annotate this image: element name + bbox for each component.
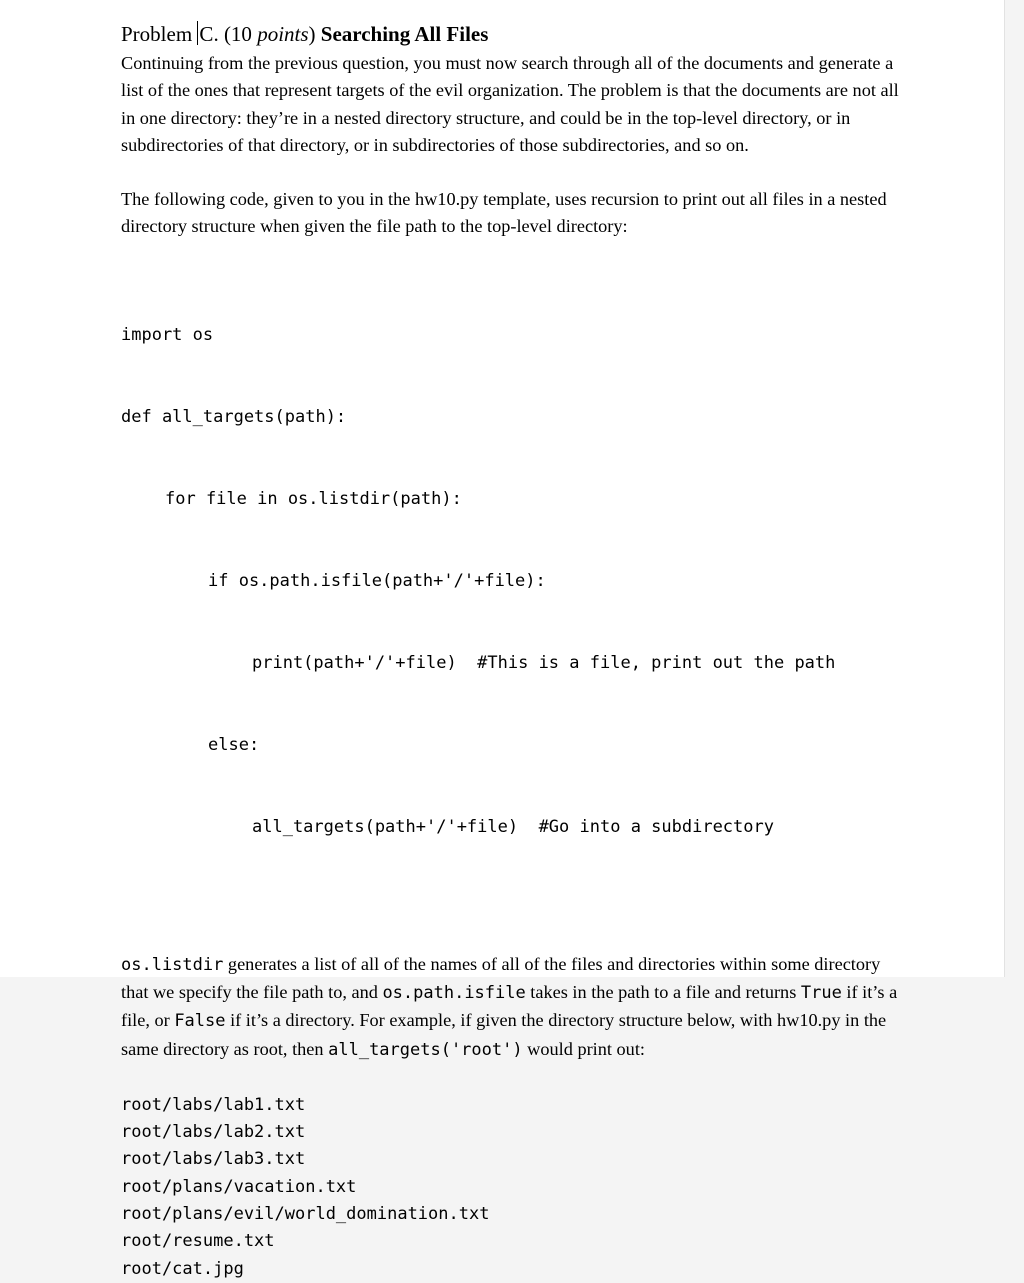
explanation-text: takes in the path to a file and returns bbox=[525, 981, 801, 1002]
explanation-text: if it’s a directory. For example, if given the directory structure below, with hw10.py in the same directory as root, then bbox=[121, 1010, 887, 1059]
explanation-text: if it’s a file, or bbox=[121, 981, 898, 1031]
explanation-paragraph bbox=[121, 951, 911, 1064]
document-content bbox=[121, 18, 911, 1283]
explanation-text: would print out: bbox=[522, 1038, 645, 1059]
isfile-code: os.path.isfile bbox=[382, 982, 526, 1003]
output-listing bbox=[121, 1092, 911, 1283]
problem-label-post: . (10 bbox=[213, 22, 258, 46]
problem-title bbox=[121, 18, 911, 50]
points-word: points bbox=[257, 22, 309, 46]
listdir-code: os.listdir bbox=[121, 954, 224, 975]
code-line: for file in os.listdir(path): bbox=[165, 489, 462, 510]
code-line: def all_targets(path): bbox=[121, 407, 347, 428]
output-line: root/plans/vacation.txt bbox=[121, 1176, 357, 1197]
problem-heading: Searching All Files bbox=[320, 22, 489, 46]
code-line: all_targets(path+'/'+file) #Go into a subdirectory bbox=[252, 816, 774, 837]
code-block bbox=[121, 268, 911, 896]
code-line: print(path+'/'+file) #This is a file, print out the path bbox=[252, 652, 836, 673]
code-line: if os.path.isfile(path+'/'+file): bbox=[208, 571, 546, 592]
false-code: False bbox=[174, 1011, 226, 1032]
code-line: import os bbox=[121, 325, 214, 346]
explanation-text: generates a list of all of the names of all of the files and directories within some directory that we specify the file path to, and bbox=[121, 953, 881, 1002]
call-code: all_targets('root') bbox=[328, 1039, 523, 1060]
output-line: root/labs/lab1.txt bbox=[121, 1094, 306, 1115]
true-code: True bbox=[800, 982, 842, 1003]
problem-label-pre: Problem bbox=[121, 22, 198, 46]
code-line: else: bbox=[208, 734, 260, 755]
output-line: root/resume.txt bbox=[121, 1231, 275, 1252]
problem-letter: C bbox=[199, 22, 214, 46]
output-line: root/plans/evil/world_domination.txt bbox=[121, 1203, 490, 1224]
output-line: root/labs/lab3.txt bbox=[121, 1149, 306, 1170]
output-line: root/labs/lab2.txt bbox=[121, 1122, 306, 1143]
output-line: root/cat.jpg bbox=[121, 1258, 244, 1279]
points-close: ) bbox=[308, 22, 321, 46]
intro-paragraph: Continuing from the previous question, you must now search through all of the documents and generate a list of the ones that represent targets of the evil organization. The problem is that the documents are not all in one directory: they’re in a nested directory structure, and could be in the top-level directory, or in subdirectories of that directory, or in subdirectories of those subdirectories, and so on. bbox=[121, 53, 899, 155]
code-intro-paragraph: The following code, given to you in the hw10.py template, uses recursion to print out all files in a nested directory structure when given the file path to the top-level directory: bbox=[121, 189, 887, 237]
